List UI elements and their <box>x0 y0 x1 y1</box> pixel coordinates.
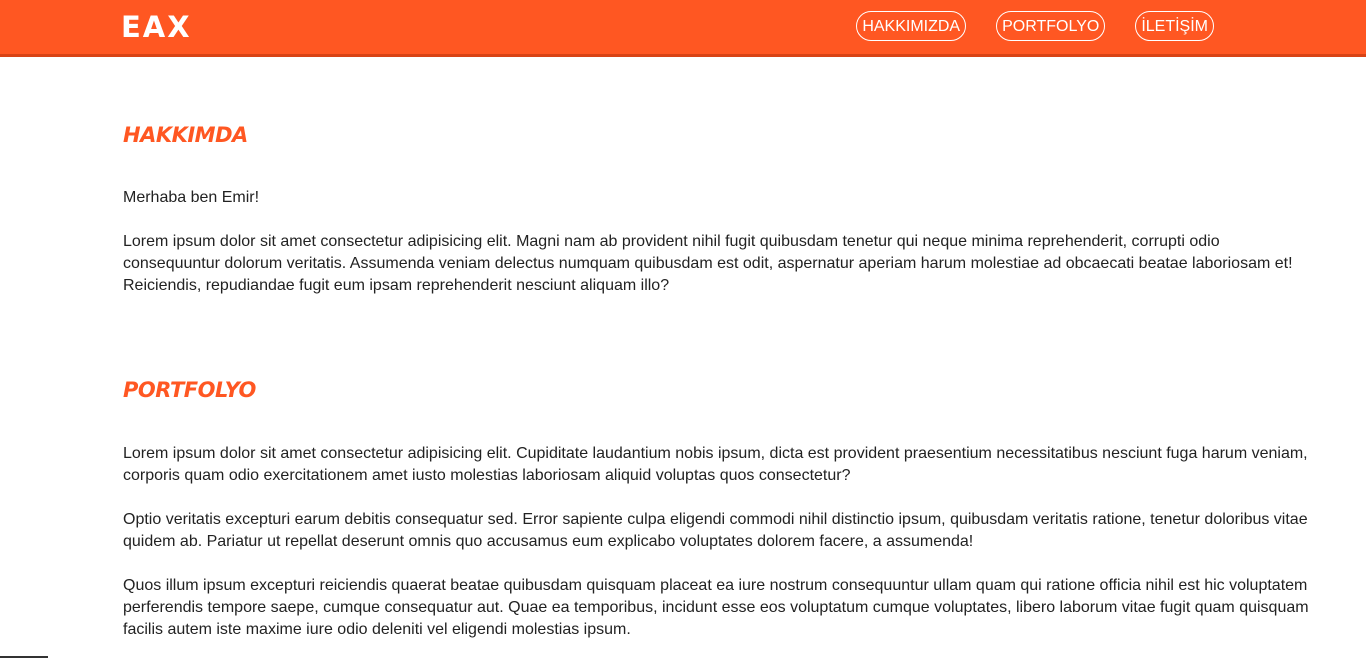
hakkimda-paragraph: Lorem ipsum dolor sit amet consectetur adipisicing elit. Magni nam ab provident nihil fugit quibusdam tenetur qui neque minima reprehenderit, corrupti odio consequuntur dolorum veritatis. Assumenda veniam delectus numquam quibusdam est odit, aspernatur aperiam harum molestiae ad obcaecati beatae laboriosam et! Reiciendis, repudiandae fugit eum ipsam reprehenderit nesciunt aliquam illo? <box>123 233 1293 294</box>
nav-link-iletisim[interactable]: İLETİŞİM <box>1135 11 1214 41</box>
portfolyo-paragraph: Optio veritatis excepturi earum debitis consequatur sed. Error sapiente culpa eligendi commodi nihil distinctio ipsum, quibusdam veritatis ratione, tenetur doloribus vitae quidem ab. Pariatur ut repellat deserunt omnis quo accusamus eum explicabo voluptates dolorem facere, a assumenda! <box>123 511 1308 550</box>
nav-link-portfolyo[interactable]: PORTFOLYO <box>996 11 1105 41</box>
main-nav <box>856 11 1214 41</box>
site-header <box>0 0 1366 57</box>
section-title-portfolyo: PORTFOLYO <box>123 378 256 402</box>
nav-link-hakkimizda[interactable]: HAKKIMIZDA <box>856 11 966 41</box>
section-body-hakkimda <box>123 187 1313 297</box>
section-title-hakkimda: HAKKIMDA <box>123 123 248 147</box>
site-logo[interactable]: EAX <box>121 10 192 44</box>
portfolyo-paragraph: Quos illum ipsum excepturi reiciendis quaerat beatae quibusdam quisquam placeat ea iure nostrum consequuntur ullam quam qui ratione officia nihil est hic voluptatem perferendis tempore saepe, cumque consequatur aut. Quae ea temporibus, incidunt esse eos voluptatum cumque voluptates, libero laborum vitae fugit quam quisquam facilis autem iste maxime iure odio deleniti vel eligendi molestias ipsum. <box>123 577 1309 638</box>
section-body-portfolyo <box>123 443 1313 641</box>
hakkimda-paragraph: Merhaba ben Emir! <box>123 189 260 206</box>
portfolyo-paragraph: Lorem ipsum dolor sit amet consectetur adipisicing elit. Cupiditate laudantium nobis ipsum, dicta est provident praesentium necessitatibus nesciunt fuga harum veniam, corporis quam odio exercitationem amet iusto molestias laboriosam aliquid voluptas quos consectetur? <box>123 445 1308 484</box>
